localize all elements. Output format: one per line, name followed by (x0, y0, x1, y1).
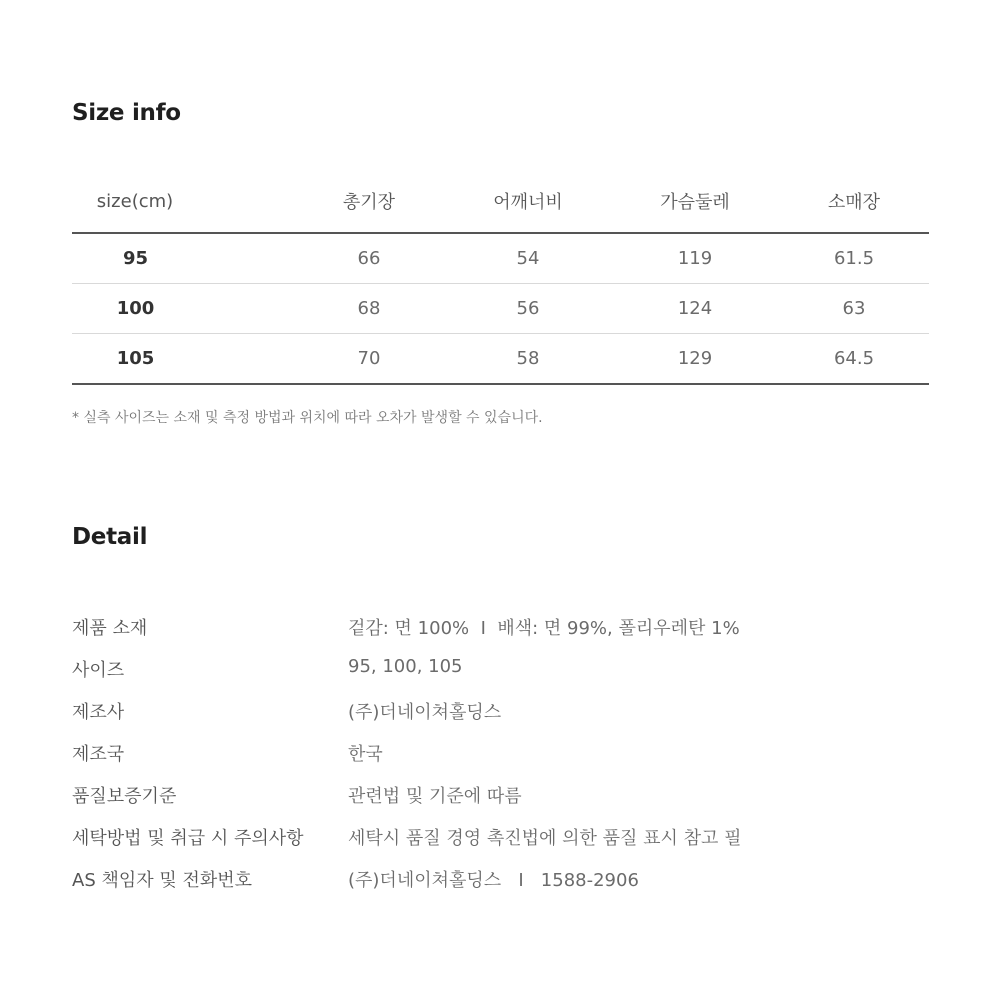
size-info-title: Size info (72, 100, 181, 126)
table-row (72, 334, 929, 385)
header-total-length: 총기장 (342, 192, 396, 213)
detail-value: (주)더네이쳐홀딩스 I 1588-2906 (348, 870, 639, 891)
detail-value: (주)더네이쳐홀딩스 (348, 702, 502, 723)
header-shoulder-width: 어깨너비 (493, 192, 563, 213)
detail-value: 한국 (348, 744, 383, 765)
total-length-value: 66 (357, 248, 381, 269)
detail-row-manufacturer (72, 690, 932, 732)
shoulder-width-value: 56 (516, 298, 540, 319)
detail-label: 제조국 (72, 744, 125, 765)
header-chest: 가슴둘레 (660, 192, 730, 213)
total-length-value: 70 (357, 348, 381, 369)
detail-list (72, 606, 932, 900)
header-sleeve-length: 소매장 (827, 192, 881, 213)
detail-value: 겉감: 면 100% I 배색: 면 99%, 폴리우레탄 1% (348, 618, 740, 639)
chest-value: 119 (677, 248, 713, 269)
detail-row-material (72, 606, 932, 648)
size-value: 95 (122, 248, 149, 269)
shoulder-width-value: 58 (516, 348, 540, 369)
header-size: size(cm) (96, 190, 174, 212)
chest-value: 124 (677, 298, 713, 319)
size-table-header (72, 170, 929, 234)
detail-row-quality (72, 774, 932, 816)
total-length-value: 68 (357, 298, 381, 319)
detail-label: 제조사 (72, 702, 125, 723)
size-table (72, 170, 929, 385)
detail-value: 관련법 및 기준에 따름 (348, 786, 522, 807)
detail-label: 품질보증기준 (72, 786, 177, 807)
sleeve-length-value: 61.5 (833, 248, 875, 269)
detail-row-as-contact (72, 858, 932, 900)
size-note: * 실측 사이즈는 소재 및 측정 방법과 위치에 따라 오차가 발생할 수 있습니다. (72, 410, 543, 426)
detail-title: Detail (72, 524, 148, 550)
size-value: 105 (116, 348, 155, 369)
detail-label: 사이즈 (72, 660, 125, 681)
sleeve-length-value: 63 (842, 298, 866, 319)
sleeve-length-value: 64.5 (833, 348, 875, 369)
table-row (72, 284, 929, 334)
detail-row-care (72, 816, 932, 858)
detail-label: AS 책임자 및 전화번호 (72, 870, 253, 891)
detail-value: 세탁시 품질 경영 촉진법에 의한 품질 표시 참고 필 (348, 828, 742, 849)
detail-row-country (72, 732, 932, 774)
size-value: 100 (116, 298, 155, 319)
chest-value: 129 (677, 348, 713, 369)
detail-label: 세탁방법 및 취급 시 주의사항 (72, 828, 304, 849)
table-row (72, 234, 929, 284)
detail-value: 95, 100, 105 (348, 656, 463, 677)
shoulder-width-value: 54 (516, 248, 540, 269)
detail-label: 제품 소재 (72, 618, 148, 639)
detail-row-size (72, 648, 932, 690)
